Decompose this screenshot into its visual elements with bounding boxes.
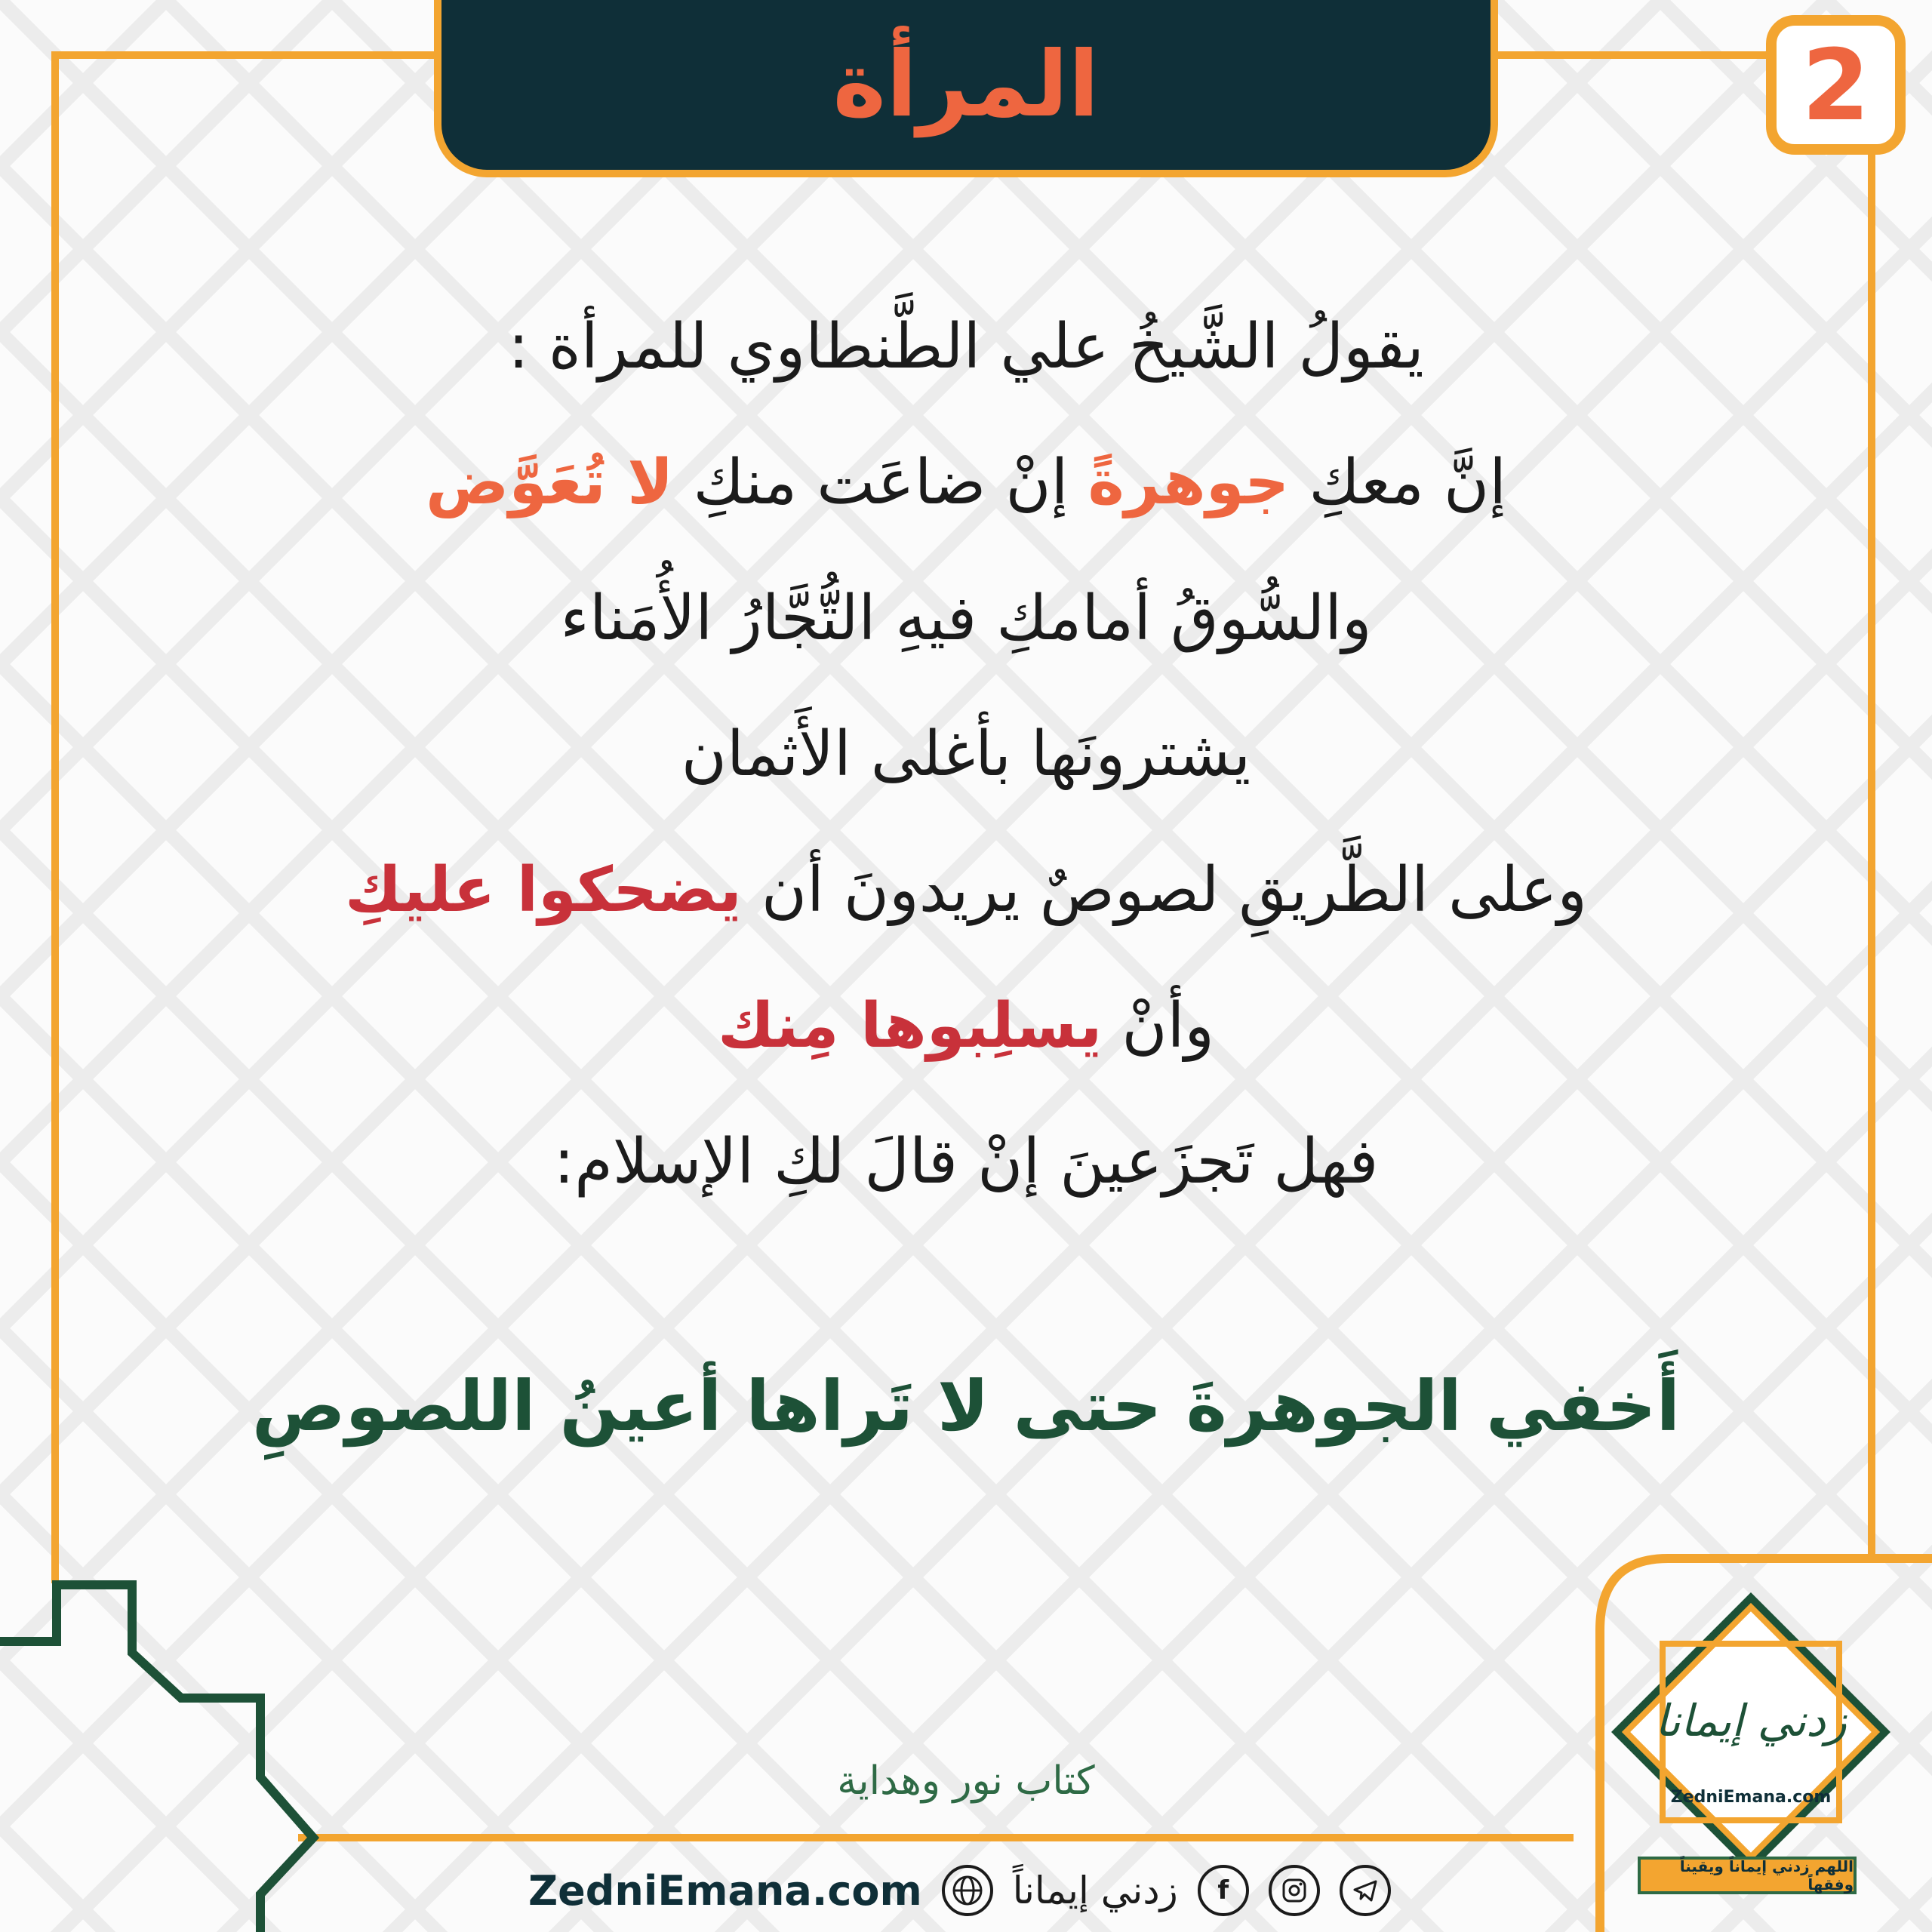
quote-line-5-pre: وعلى الطَّريقِ لصوصٌ يريدونَ أن — [761, 854, 1587, 926]
corner-decoration-bottom-left — [0, 1570, 332, 1932]
quote-line-6-pre: وأنْ — [1121, 990, 1215, 1062]
quote-line-5 — [189, 823, 1743, 958]
logo-banner: اللهم زدني إيماناً ويقيناً وفقهاً — [1638, 1857, 1857, 1894]
frame-right — [1868, 151, 1875, 1562]
brand-logo — [1604, 1585, 1898, 1879]
frame-top-right — [1494, 51, 1766, 59]
quote-line-2-gem: جوهرةً — [1088, 447, 1290, 518]
quote-line-4: يشترونَها بأغلى الأَثمان — [681, 718, 1251, 790]
quote-line-7: فهل تَجزَعينَ إنْ قالَ لكِ الإسلام: — [553, 1126, 1379, 1198]
instagram-icon[interactable] — [1269, 1865, 1320, 1916]
footer-website[interactable]: ZedniEmana.com — [528, 1866, 922, 1915]
frame-left — [51, 51, 59, 1583]
facebook-icon[interactable]: f — [1198, 1865, 1249, 1916]
quote-line-1: يقولُ الشَّيخُ علي الطَّنطاوي للمرأة : — [508, 311, 1424, 383]
globe-icon[interactable] — [942, 1865, 993, 1916]
book-title: كتاب نور وهداية — [837, 1758, 1095, 1804]
footer-bar — [528, 1860, 1391, 1921]
quote-line-6 — [189, 958, 1743, 1094]
quote-line-6-emphasis: يسلِبوها مِنك — [717, 990, 1103, 1062]
quote-line-2-pre: إنَّ معكِ — [1309, 447, 1507, 518]
footer-brand-name: زدني إيماناً — [1012, 1869, 1178, 1912]
quote-body — [189, 279, 1743, 1230]
telegram-icon[interactable] — [1340, 1865, 1391, 1916]
logo-website: ZedniEmana.com — [1670, 1788, 1832, 1807]
quote-line-5-emphasis: يضحكوا عليكِ — [345, 854, 742, 926]
page-title: المرأة — [832, 32, 1100, 137]
quote-line-3: والسُّوقُ أمامكِ فيهِ التُّجَّارُ الأُمَناء — [560, 583, 1372, 654]
quote-line-2-emphasis: لا تُعَوَّض — [425, 447, 674, 518]
quote-line-2-mid: إنْ ضاعَت منكِ — [693, 447, 1069, 518]
title-tab — [434, 0, 1498, 177]
frame-bottom — [298, 1834, 1574, 1841]
frame-top-left — [51, 51, 440, 59]
page-number-badge: 2 — [1766, 15, 1906, 155]
conclusion-text: أَخفي الجوهرةَ حتى لا تَراها أعينُ اللصوصِ — [251, 1366, 1681, 1447]
logo-calligraphy: زدني إيمانا — [1654, 1695, 1847, 1746]
quote-line-2 — [189, 415, 1743, 551]
